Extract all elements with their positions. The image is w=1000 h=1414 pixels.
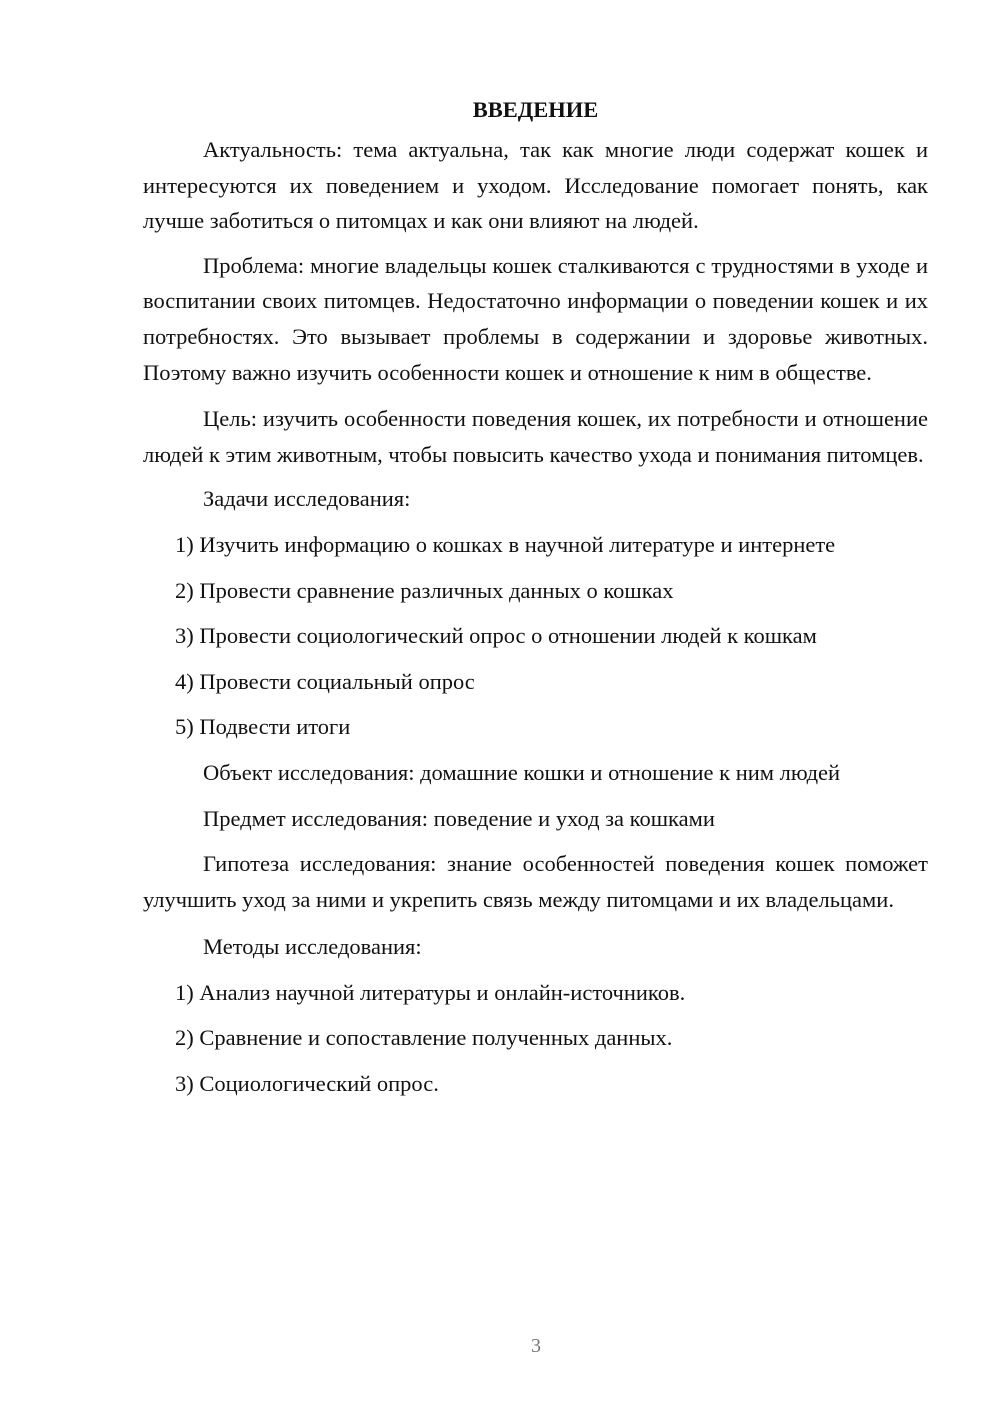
research-subject: Предмет исследования: поведение и уход за кошками <box>203 805 715 831</box>
page-title: ВВЕДЕНИЕ <box>472 97 599 122</box>
research-object: Объект исследования: домашние кошки и отношение к ним людей <box>203 759 841 785</box>
hypothesis-paragraph: Гипотеза исследования: знание особенностей поведения кошек поможет улучшить уход за ними и укрепить связь между питомцами и их владельцами. <box>143 851 928 912</box>
task-item-5: 5) Подвести итоги <box>175 714 351 740</box>
problem-paragraph: Проблема: многие владельцы кошек сталкиваются с трудностями в уходе и воспитании своих питомцев. Недостаточно информации о поведении кошек и их потребностях. Это вызывает проблемы в содержании и здоровье животных. Поэтому важно изучить особенности кошек и отношение к ним в обществе. <box>143 252 928 385</box>
relevance-paragraph: Актуальность: тема актуальна, так как многие люди содержат кошек и интересуются их поведением и уходом. Исследование помогает понять, как лучше заботиться о питомцах и как они влияют на людей. <box>143 137 928 234</box>
method-item-2: 2) Сравнение и сопоставление полученных данных. <box>175 1025 673 1051</box>
method-item-3: 3) Социологический опрос. <box>175 1071 439 1097</box>
task-item-3: 3) Провести социологический опрос о отношении людей к кошкам <box>175 623 817 649</box>
tasks-heading: Задачи исследования: <box>203 486 411 512</box>
method-item-1: 1) Анализ научной литературы и онлайн-источников. <box>175 979 686 1005</box>
task-item-4: 4) Провести социальный опрос <box>175 668 475 694</box>
page-number: 3 <box>531 1335 541 1357</box>
task-item-1: 1) Изучить информацию о кошках в научной литературе и интернете <box>175 531 836 557</box>
document-page <box>143 92 928 1102</box>
goal-paragraph: Цель: изучить особенности поведения кошек, их потребности и отношение людей к этим животным, чтобы повысить качество ухода и понимания питомцев. <box>143 406 928 467</box>
task-item-2: 2) Провести сравнение различных данных о кошках <box>175 577 674 603</box>
methods-heading: Методы исследования: <box>203 934 422 960</box>
